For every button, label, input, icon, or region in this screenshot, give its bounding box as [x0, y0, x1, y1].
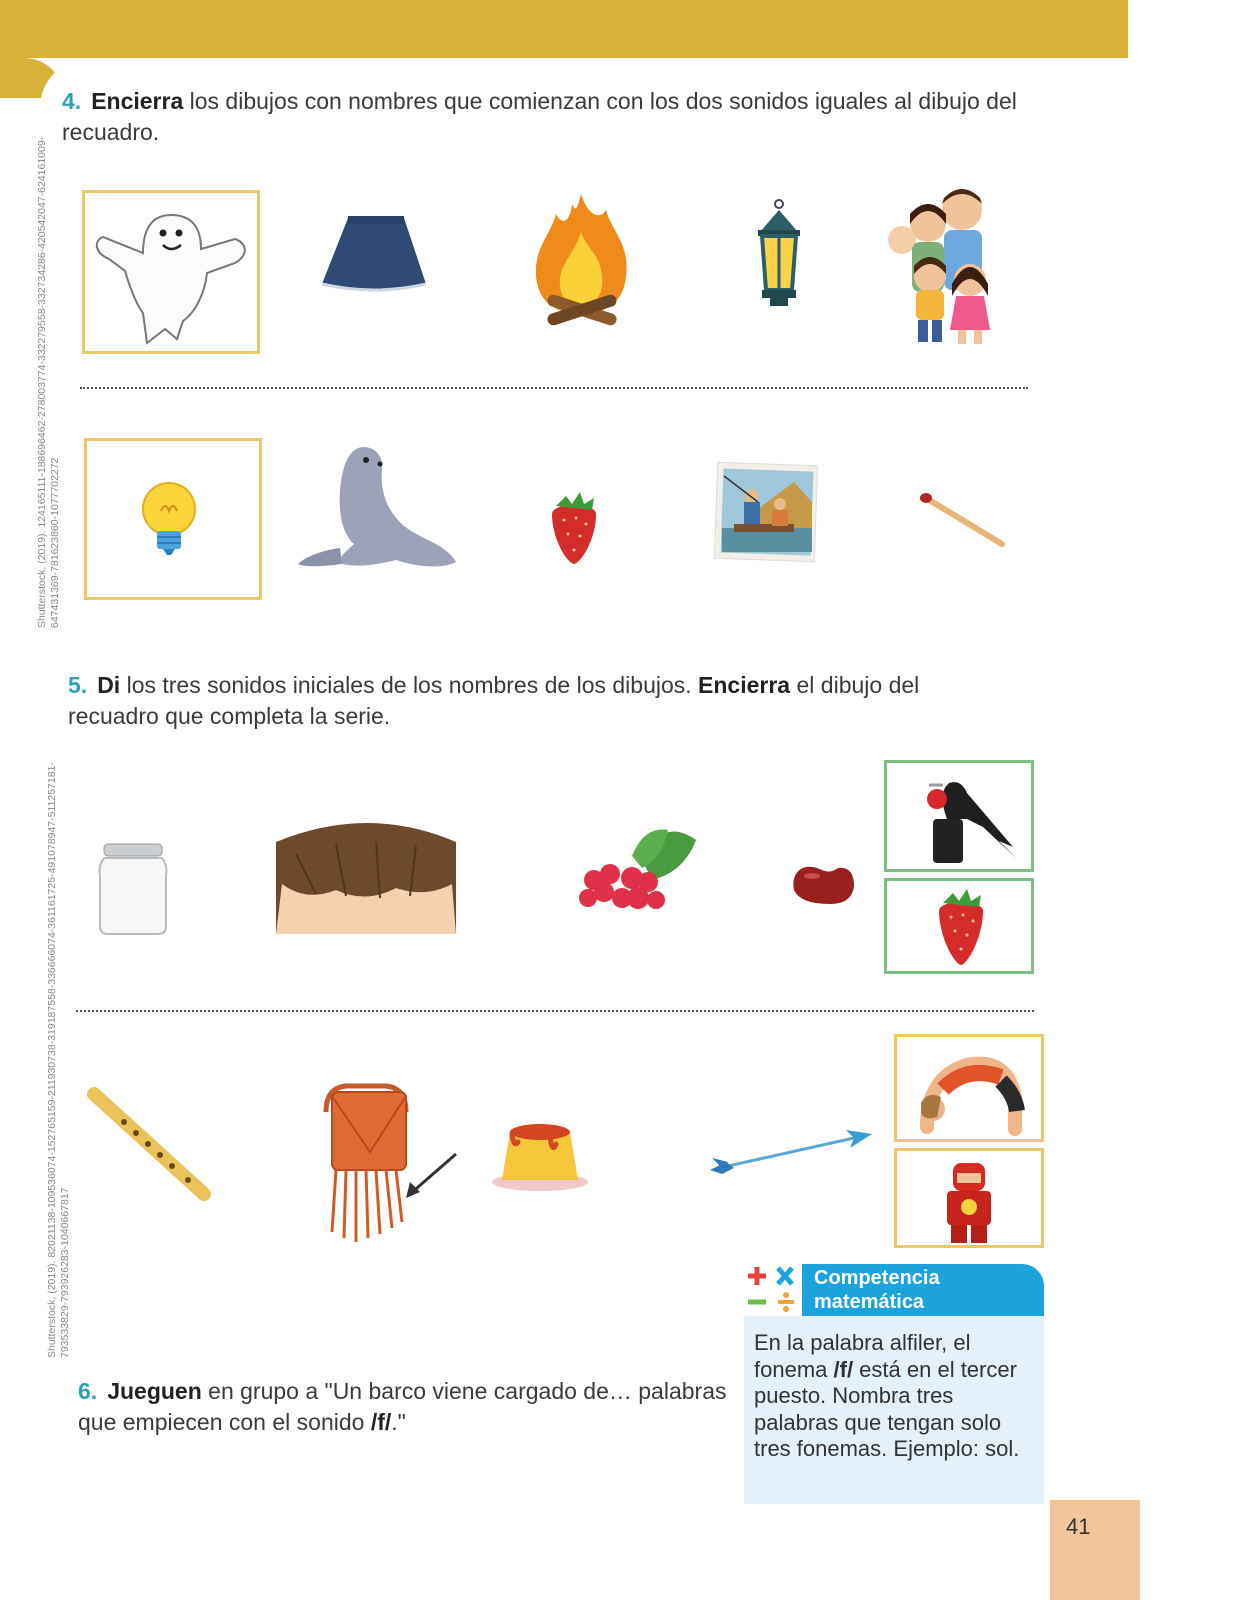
instruction-verb: Di	[97, 672, 121, 698]
raspberries-image[interactable]	[572, 820, 698, 916]
reference-frame-ghost[interactable]	[82, 190, 260, 354]
matchstick-icon	[918, 490, 1008, 550]
arrow-icon	[708, 1126, 874, 1176]
superhero-toy-icon	[897, 1151, 1041, 1245]
phoneme: /f/	[833, 1356, 854, 1382]
jar-image[interactable]	[98, 842, 168, 936]
lightbulb-icon	[87, 441, 259, 597]
competencia-title-line: matemática	[814, 1291, 925, 1313]
page-number-tab	[1050, 1500, 1140, 1600]
fringe-bag-image[interactable]	[306, 1082, 468, 1244]
instruction-text: el dibujo del recuadro que completa la serie.	[68, 672, 920, 729]
arrow-image[interactable]	[708, 1126, 874, 1176]
option-frame-flash-toy[interactable]	[894, 1148, 1044, 1248]
raspberry-icon	[572, 820, 698, 916]
seal-image[interactable]	[296, 440, 458, 576]
fishing-photo-image[interactable]	[714, 462, 820, 564]
math-operators-icon	[744, 1262, 804, 1318]
flute-image[interactable]	[84, 1084, 214, 1202]
flute-icon	[84, 1084, 214, 1202]
image-credit-top	[36, 137, 62, 628]
match-image[interactable]	[918, 490, 1008, 550]
lantern-image[interactable]	[748, 198, 810, 310]
competencia-title	[814, 1266, 940, 1314]
instruction-verb: Encierra	[91, 88, 184, 114]
family-icon	[880, 184, 1020, 348]
exercise-number: 4.	[62, 88, 82, 114]
row-separator	[80, 387, 1028, 389]
hair-image[interactable]	[276, 814, 460, 934]
phoneme: /f/	[370, 1409, 392, 1435]
ghost-icon	[85, 193, 257, 351]
flan-image[interactable]	[490, 1112, 590, 1192]
strawberry-image[interactable]	[546, 490, 602, 566]
instruction-text: los tres sonidos iniciales de los nombres de los dibujos.	[120, 672, 699, 698]
skirt-icon	[318, 212, 430, 296]
exercise-number: 5.	[68, 672, 88, 698]
reference-frame-bulb[interactable]	[84, 438, 262, 600]
hair-icon	[276, 814, 460, 934]
option-frame-strawberry[interactable]	[884, 878, 1034, 974]
lantern-icon	[748, 198, 810, 310]
sea-lion-icon	[296, 440, 458, 576]
credit-line: 793533829-793926283-1040667817	[59, 1187, 71, 1358]
family-image[interactable]	[880, 184, 1020, 348]
exercise-6-instruction	[78, 1376, 738, 1438]
bean-image[interactable]	[790, 860, 858, 908]
fire-icon	[526, 192, 636, 336]
instruction-text: los dibujos con nombres que comienzan con los dos sonidos iguales al dibujo del recuadro.	[62, 88, 1017, 145]
credit-line: Shutterstock, (2019). 82021138-109536074-152765159-211930738-319187558-336666074-361161725-491078947-511257181-	[46, 762, 58, 1358]
credit-line: 647431369-781623860-1077702272	[49, 457, 61, 628]
yoga-pose-icon	[897, 1037, 1041, 1139]
credit-line: Shutterstock, (2019). 124165111-188696462-278003774-332279558-332734286-420542047-624161009-	[36, 136, 48, 628]
jar-icon	[98, 842, 168, 936]
fishing-photo-icon	[714, 462, 820, 564]
exercise-5-instruction	[68, 670, 1008, 732]
frigatebird-icon	[887, 763, 1031, 869]
image-credit-bottom	[46, 762, 72, 1358]
competencia-text-part: En la palabra alfiler, el fonema	[754, 1330, 971, 1382]
bag-icon	[306, 1082, 468, 1244]
strawberry-icon	[546, 490, 602, 566]
skirt-image[interactable]	[318, 212, 430, 296]
instruction-verb: Jueguen	[107, 1378, 202, 1404]
instruction-text: ."	[391, 1409, 406, 1435]
header-band	[0, 0, 1128, 58]
bean-icon	[790, 860, 858, 908]
option-frame-yoga[interactable]	[894, 1034, 1044, 1142]
competencia-text	[754, 1330, 1039, 1463]
campfire-image[interactable]	[526, 192, 636, 336]
option-frame-bird[interactable]	[884, 760, 1034, 872]
row-separator	[76, 1010, 1034, 1012]
exercise-number: 6.	[78, 1378, 98, 1404]
instruction-verb: Encierra	[698, 672, 791, 698]
exercise-4-instruction	[62, 86, 1022, 148]
flan-icon	[490, 1112, 590, 1192]
instruction-text: en grupo a "Un barco viene cargado de… palabras que empiecen con el sonido	[78, 1378, 727, 1435]
competencia-text-part: está en el tercer puesto. Nombra tres palabras que tengan solo tres fonemas. Ejemplo: sol.	[754, 1356, 1020, 1461]
page-number: 41	[1066, 1514, 1091, 1539]
strawberry-icon	[887, 881, 1031, 971]
competencia-title-line: Competencia	[814, 1267, 940, 1289]
